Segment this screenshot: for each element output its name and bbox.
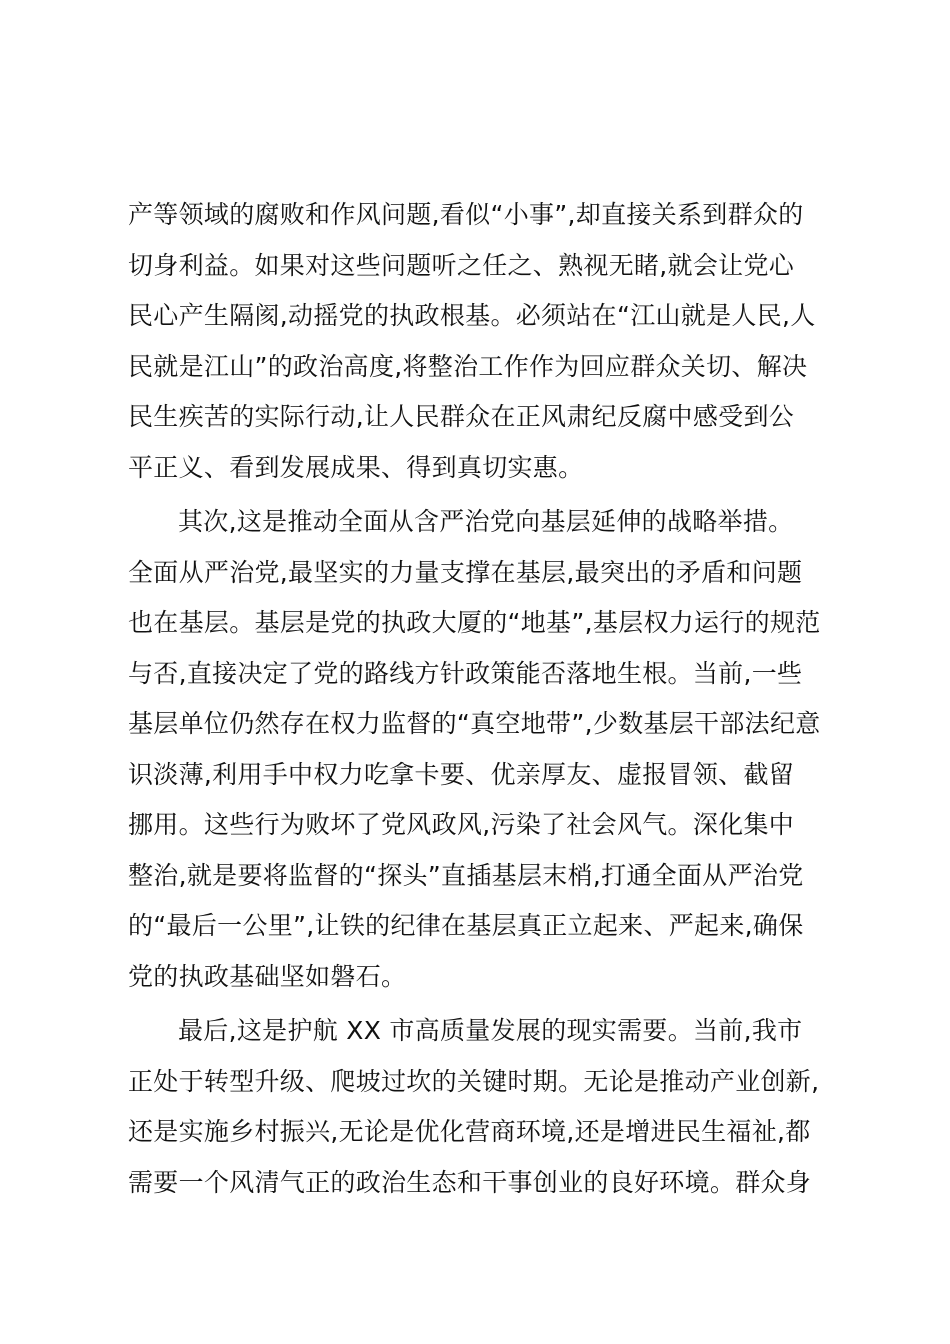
text-line: 识淡薄,利用手中权力吃拿卡要、优亲厚友、虚报冒领、截留 <box>128 759 795 789</box>
text-line: 的“最后一公里”,让铁的纪律在基层真正立起来、严起来,确保 <box>128 911 804 940</box>
text-line: 还是实施乡村振兴,无论是优化营商环境,还是增进民生福祉,都 <box>128 1117 811 1146</box>
text-line: 基层单位仍然存在权力监督的“真空地带”,少数基层干部法纪意 <box>128 709 821 738</box>
text-line: 也在基层。基层是党的执政大厦的“地基”,基层权力运行的规范 <box>128 608 821 637</box>
text-line: 产等领域的腐败和作风问题,看似“小事”,却直接关系到群众的 <box>128 200 804 229</box>
text-line: 党的执政基础坚如磐石。 <box>128 961 407 991</box>
text-line: 与否,直接决定了党的路线方针政策能否落地生根。当前,一些 <box>128 658 803 688</box>
text-line: 切身利益。如果对这些问题听之任之、熟视无睹,就会让党心 <box>128 250 795 280</box>
text-line: 民心产生隔阂,动摇党的执政根基。必须站在“江山就是人民,人 <box>128 301 816 330</box>
text-line: 正处于转型升级、爬坡过坎的关键时期。无论是推动产业创新, <box>128 1066 820 1096</box>
paragraph-2 <box>128 497 828 1002</box>
text-line: 其次,这是推动全面从含严治党向基层延伸的战略举措。 <box>178 507 794 536</box>
body-text <box>128 190 828 1208</box>
text-line: 平正义、看到发展成果、得到真切实惠。 <box>128 452 584 482</box>
text-line: 挪用。这些行为败坏了党风政风,污染了社会风气。深化集中 <box>128 810 795 839</box>
paragraph-1 <box>128 190 828 493</box>
text-line: 需要一个风清气正的政治生态和干事创业的良好环境。群众身 <box>128 1167 812 1197</box>
paragraph-3 <box>128 1006 828 1208</box>
text-line: 民就是江山”的政治高度,将整治工作作为回应群众关切、解决 <box>128 351 808 381</box>
text-line: 民生疾苦的实际行动,让人民群众在正风肃纪反腐中感受到公 <box>128 402 795 431</box>
text-line: 全面从严治党,最坚实的力量支撑在基层,最突出的矛盾和问题 <box>128 557 803 587</box>
text-line: 最后,这是护航 XX 市高质量发展的现实需要。当前,我市 <box>178 1016 803 1045</box>
text-line: 整治,就是要将监督的“探头”直插基层末梢,打通全面从严治党 <box>128 860 804 890</box>
